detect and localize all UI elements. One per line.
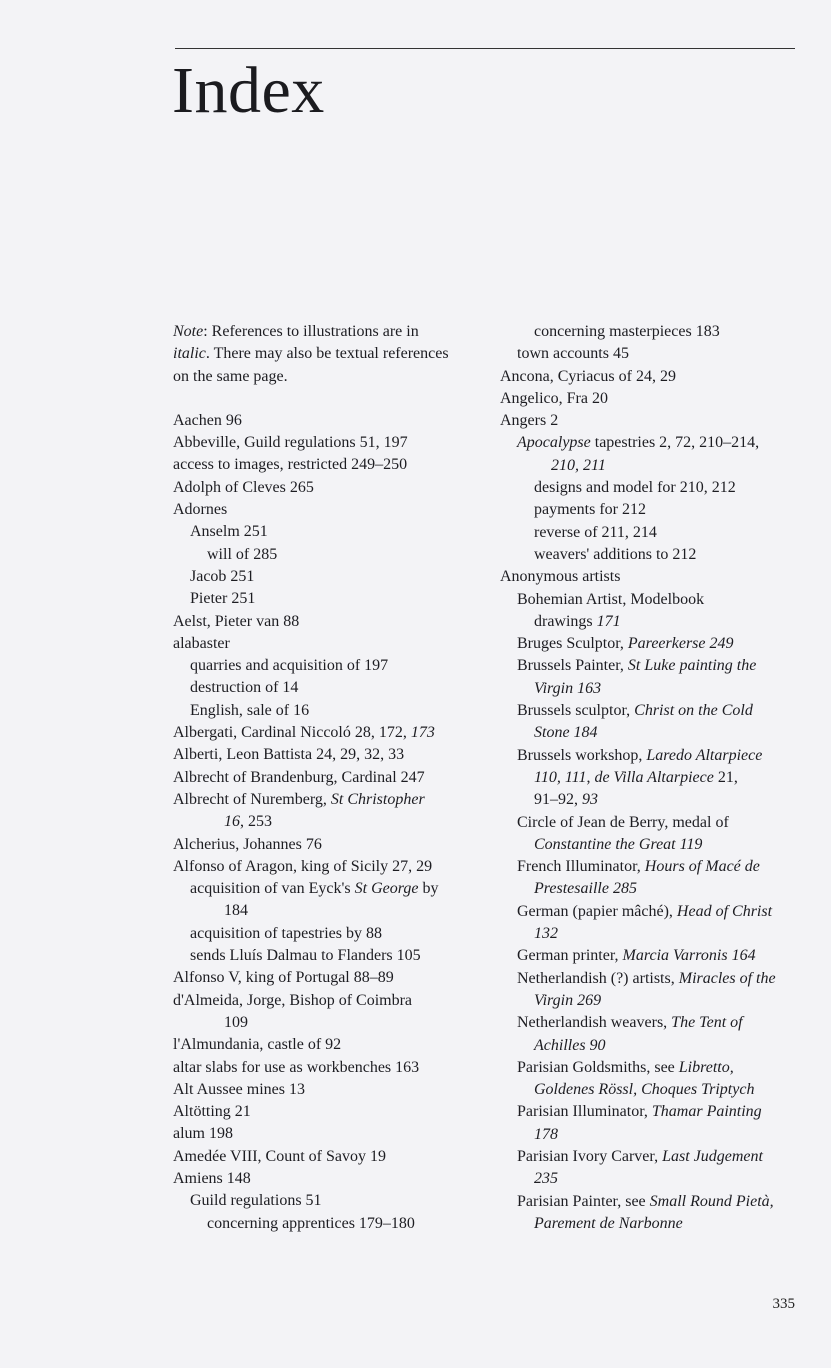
entry-text: Netherlandish (?) artists, bbox=[517, 969, 679, 987]
entry-text: on the same page. bbox=[173, 367, 288, 385]
index-entry bbox=[500, 477, 800, 499]
entry-text: : References to illustrations are in bbox=[203, 323, 419, 340]
entry-italic-text: Constantine the Great 119 bbox=[534, 835, 703, 853]
entry-text: acquisition of van Eyck's bbox=[190, 880, 355, 898]
entry-text: altar slabs for use as workbenches 163 bbox=[173, 1058, 420, 1076]
index-entry bbox=[173, 499, 503, 521]
entry-text: Ancona, Cyriacus of 24, 29 bbox=[500, 367, 676, 385]
entry-italic-text: 16 bbox=[224, 813, 240, 831]
entry-italic-text: Small Round Pietà, bbox=[649, 1192, 774, 1210]
entry-text: Adornes bbox=[173, 501, 228, 519]
index-entry bbox=[173, 923, 503, 945]
entry-italic-text: St George bbox=[354, 880, 419, 898]
entry-text: 21, bbox=[713, 768, 738, 786]
index-entry bbox=[173, 454, 503, 476]
entry-italic-text: Virgin 163 bbox=[534, 679, 602, 697]
index-entry bbox=[173, 1190, 503, 1212]
index-entry bbox=[173, 544, 503, 566]
entry-text: by bbox=[418, 880, 439, 898]
entry-text: Bruges Sculptor, bbox=[517, 635, 628, 653]
index-entry bbox=[500, 343, 800, 365]
index-entry bbox=[500, 1012, 800, 1034]
index-entry bbox=[500, 1057, 800, 1079]
index-entry bbox=[173, 477, 503, 499]
entry-italic-text: 110, 111 bbox=[534, 768, 587, 786]
index-entry bbox=[500, 722, 800, 744]
index-entry bbox=[500, 834, 800, 856]
entry-text: d'Almeida, Jorge, Bishop of Coimbra bbox=[173, 991, 413, 1009]
index-entry bbox=[173, 655, 503, 677]
entry-text: Alt Aussee mines 13 bbox=[173, 1080, 305, 1098]
entry-text: Circle of Jean de Berry, medal of bbox=[517, 813, 729, 831]
index-entry bbox=[500, 455, 800, 477]
index-entry bbox=[173, 789, 503, 811]
entry-italic-text: Thamar Painting bbox=[651, 1103, 762, 1121]
entry-text: Alfonso V, king of Portugal 88–89 bbox=[173, 969, 394, 987]
index-entry bbox=[173, 878, 503, 900]
entry-text: Albrecht of Nuremberg, bbox=[173, 790, 331, 808]
entry-italic-text: Last Judgement bbox=[662, 1147, 763, 1165]
index-entry bbox=[173, 834, 503, 856]
index-entry bbox=[173, 1079, 503, 1101]
index-entry bbox=[500, 901, 800, 923]
index-entry bbox=[500, 321, 800, 343]
index-entry bbox=[173, 722, 503, 744]
entry-text: Jacob 251 bbox=[190, 567, 255, 585]
entry-italic-text: Stone 184 bbox=[534, 724, 598, 742]
entry-text: Brussels Painter, bbox=[517, 657, 628, 675]
entry-text: Amedée VIII, Count of Savoy 19 bbox=[173, 1147, 386, 1165]
index-entry bbox=[173, 767, 503, 789]
entry-italic-text: Prestesaille 285 bbox=[534, 880, 637, 898]
entry-text: Angers 2 bbox=[500, 412, 559, 430]
index-entry bbox=[500, 945, 800, 967]
entry-text: designs and model for 210, 212 bbox=[534, 479, 736, 497]
entry-text: Angelico, Fra 20 bbox=[500, 389, 608, 407]
entry-italic-text: The Tent of bbox=[671, 1014, 743, 1032]
index-entry bbox=[500, 767, 800, 789]
index-entry bbox=[173, 321, 503, 343]
entry-text: English, sale of 16 bbox=[190, 701, 310, 719]
entry-text: alum 198 bbox=[173, 1125, 233, 1143]
entry-italic-text: Hours of Macé de bbox=[644, 858, 760, 876]
index-entry bbox=[500, 789, 800, 811]
index-entry bbox=[500, 990, 800, 1012]
index-entry bbox=[500, 1191, 800, 1213]
index-entry bbox=[500, 432, 800, 454]
index-entry bbox=[500, 1035, 800, 1057]
entry-text: Anonymous artists bbox=[500, 568, 621, 586]
index-entry bbox=[500, 856, 800, 878]
entry-text: Bohemian Artist, Modelbook bbox=[517, 590, 705, 608]
entry-italic-text: Laredo Altarpiece bbox=[646, 746, 763, 764]
index-entry bbox=[500, 544, 800, 566]
index-entry bbox=[173, 521, 503, 543]
index-entry bbox=[173, 677, 503, 699]
entry-italic-text: Pareerkerse 249 bbox=[627, 635, 734, 653]
index-entry bbox=[173, 410, 503, 432]
entry-italic-text: Goldenes Rössl, Choques Triptych bbox=[534, 1081, 755, 1099]
entry-text: town accounts 45 bbox=[517, 345, 629, 363]
entry-text: payments for 212 bbox=[534, 501, 646, 519]
entry-text: 184 bbox=[224, 902, 248, 920]
entry-text: Brussels sculptor, bbox=[517, 702, 635, 720]
index-entry bbox=[173, 611, 503, 633]
index-column-left bbox=[173, 321, 503, 1235]
index-entry bbox=[173, 566, 503, 588]
index-entry bbox=[173, 945, 503, 967]
entry-italic-text: 178 bbox=[534, 1125, 558, 1143]
header-rule bbox=[175, 48, 795, 49]
entry-text: Albrecht of Brandenburg, Cardinal 247 bbox=[173, 768, 425, 786]
entry-italic-text: Achilles 90 bbox=[534, 1036, 606, 1054]
entry-text: Adolph of Cleves 265 bbox=[173, 478, 314, 496]
entry-text: , 253 bbox=[240, 813, 272, 831]
entry-italic-text: 171 bbox=[596, 612, 621, 630]
entry-text: 109 bbox=[224, 1013, 248, 1031]
index-entry bbox=[500, 812, 800, 834]
index-entry bbox=[173, 1168, 503, 1190]
entry-text: Aachen 96 bbox=[173, 411, 242, 429]
entry-text: Alfonso of Aragon, king of Sicily 27, 29 bbox=[173, 857, 433, 875]
index-entry bbox=[173, 967, 503, 989]
entry-italic-text: 93 bbox=[582, 791, 598, 809]
index-entry bbox=[500, 1079, 800, 1101]
entry-text: quarries and acquisition of 197 bbox=[190, 657, 389, 675]
entry-text: Netherlandish weavers, bbox=[517, 1014, 672, 1032]
entry-text: acquisition of tapestries by 88 bbox=[190, 924, 382, 942]
entry-text: destruction of 14 bbox=[190, 679, 299, 697]
entry-text: Parisian Ivory Carver, bbox=[517, 1147, 663, 1165]
entry-italic-text: St Christopher bbox=[330, 790, 425, 808]
entry-italic-text: Marcia Varronis 164 bbox=[622, 947, 756, 965]
entry-text: Brussels workshop, bbox=[517, 746, 647, 764]
entry-text: Pieter 251 bbox=[190, 590, 256, 608]
entry-italic-text: Virgin 269 bbox=[534, 991, 602, 1009]
index-entry bbox=[173, 1101, 503, 1123]
entry-text: alabaster bbox=[173, 634, 230, 652]
entry-italic-text: Miracles of the bbox=[678, 969, 776, 987]
index-entry bbox=[500, 566, 800, 588]
entry-italic-text: Apocalypse bbox=[517, 434, 591, 452]
index-entry bbox=[500, 878, 800, 900]
index-column-right bbox=[500, 321, 800, 1235]
entry-italic-text: St Luke painting the bbox=[627, 657, 757, 675]
index-entry bbox=[500, 923, 800, 945]
index-entry bbox=[500, 1101, 800, 1123]
index-entry bbox=[173, 343, 503, 365]
index-entry bbox=[173, 811, 503, 833]
index-entry bbox=[500, 968, 800, 990]
entry-text: Aelst, Pieter van 88 bbox=[173, 612, 300, 630]
entry-text: Alberti, Leon Battista 24, 29, 32, 33 bbox=[173, 746, 405, 764]
entry-text: 91–92, bbox=[534, 791, 582, 809]
entry-italic-text: Parement de Narbonne bbox=[534, 1214, 683, 1232]
entry-text: . There may also be textual references bbox=[205, 345, 449, 363]
index-entry bbox=[500, 1168, 800, 1190]
index-entry bbox=[500, 522, 800, 544]
entry-text: will of 285 bbox=[207, 545, 278, 563]
index-entry bbox=[500, 611, 800, 633]
entry-italic-text: italic bbox=[173, 345, 206, 363]
index-entry bbox=[173, 633, 503, 655]
entry-text: Anselm 251 bbox=[190, 523, 268, 541]
index-entry bbox=[500, 366, 800, 388]
entry-italic-text: Libretto, bbox=[678, 1058, 734, 1076]
entry-text: Parisian Illuminator, bbox=[517, 1103, 652, 1121]
entry-text: concerning apprentices 179–180 bbox=[207, 1214, 415, 1232]
index-entry bbox=[500, 700, 800, 722]
index-entry bbox=[173, 1213, 503, 1235]
index-entry bbox=[500, 499, 800, 521]
index-entry bbox=[173, 1123, 503, 1145]
entry-italic-text: Head of Christ bbox=[676, 902, 773, 920]
index-entry bbox=[173, 1057, 503, 1079]
index-entry bbox=[173, 856, 503, 878]
entry-italic-text: de Villa Altarpiece bbox=[594, 768, 714, 786]
entry-italic-text: 173 bbox=[410, 724, 435, 742]
index-entry bbox=[500, 1124, 800, 1146]
index-entry bbox=[173, 990, 503, 1012]
entry-text: Alcherius, Johannes 76 bbox=[173, 835, 322, 853]
entry-text: Guild regulations 51 bbox=[190, 1192, 322, 1210]
entry-text: German printer, bbox=[517, 947, 623, 965]
entry-text: Parisian Goldsmiths, see bbox=[517, 1058, 679, 1076]
index-entry bbox=[500, 388, 800, 410]
index-entry bbox=[500, 655, 800, 677]
index-entry bbox=[173, 1034, 503, 1056]
index-entry bbox=[500, 1146, 800, 1168]
index-entry bbox=[173, 366, 503, 388]
page-number: 335 bbox=[772, 1296, 795, 1312]
entry-text: access to images, restricted 249–250 bbox=[173, 456, 408, 474]
entry-italic-text: 210, 211 bbox=[551, 456, 606, 474]
entry-text: drawings bbox=[534, 612, 597, 630]
index-entry bbox=[500, 589, 800, 611]
entry-text: Altötting 21 bbox=[173, 1103, 251, 1121]
index-entry bbox=[500, 678, 800, 700]
entry-text: , bbox=[586, 768, 595, 786]
entry-italic-text: 132 bbox=[534, 925, 558, 943]
index-entry bbox=[173, 900, 503, 922]
entry-text: reverse of 211, 214 bbox=[534, 523, 657, 541]
entry-gap bbox=[173, 388, 503, 410]
index-entry bbox=[173, 1012, 503, 1034]
entry-text: tapestries 2, 72, 210–214, bbox=[590, 434, 760, 452]
entry-text: German (papier mâché), bbox=[517, 902, 677, 920]
index-entry bbox=[500, 410, 800, 432]
entry-text: l'Almundania, castle of 92 bbox=[173, 1036, 342, 1054]
index-entry bbox=[500, 633, 800, 655]
index-entry bbox=[173, 588, 503, 610]
entry-text: Parisian Painter, see bbox=[517, 1192, 650, 1210]
index-entry bbox=[173, 432, 503, 454]
entry-text: Abbeville, Guild regulations 51, 197 bbox=[173, 434, 408, 452]
entry-italic-text: Note bbox=[173, 323, 204, 340]
entry-italic-text: 235 bbox=[534, 1170, 558, 1188]
entry-text: sends Lluís Dalmau to Flanders 105 bbox=[190, 947, 421, 965]
index-entry bbox=[173, 1146, 503, 1168]
entry-text: Amiens 148 bbox=[173, 1169, 251, 1187]
entry-text: weavers' additions to 212 bbox=[534, 545, 697, 563]
index-entry bbox=[173, 744, 503, 766]
page-title: Index bbox=[172, 54, 325, 127]
entry-text: Albergati, Cardinal Niccoló 28, 172, bbox=[173, 724, 411, 742]
index-entry bbox=[500, 1213, 800, 1235]
index-entry bbox=[173, 700, 503, 722]
entry-text: French Illuminator, bbox=[517, 858, 645, 876]
entry-text: concerning masterpieces 183 bbox=[534, 323, 720, 340]
index-entry bbox=[500, 745, 800, 767]
entry-italic-text: Christ on the Cold bbox=[634, 702, 753, 720]
